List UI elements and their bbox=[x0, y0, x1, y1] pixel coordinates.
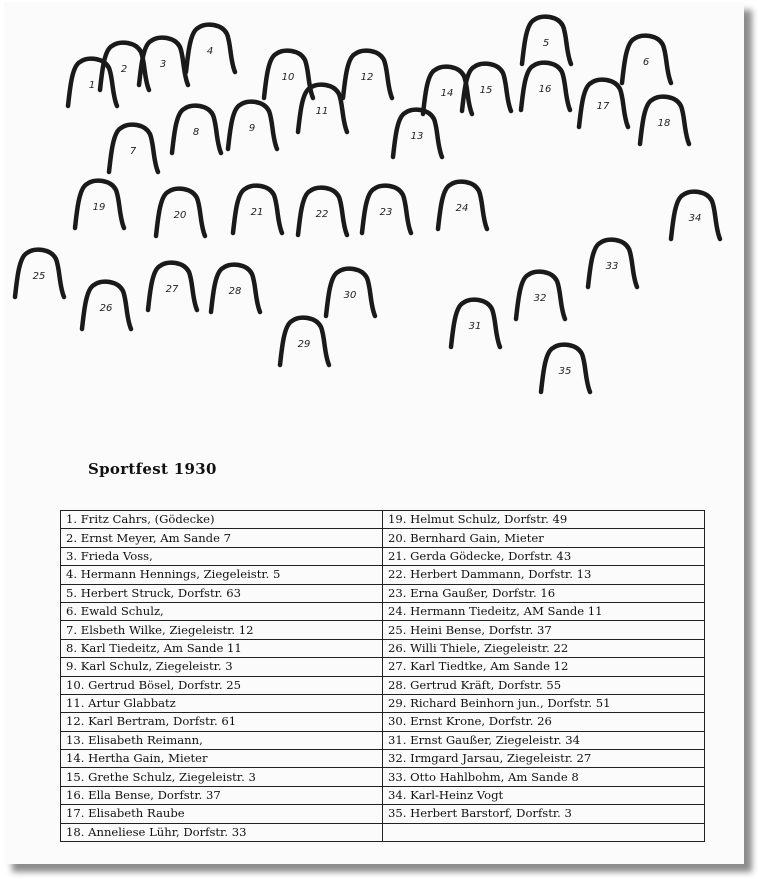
head-number-4: 4 bbox=[206, 46, 214, 57]
head-number-22: 22 bbox=[315, 209, 329, 220]
head-number-29: 29 bbox=[297, 339, 311, 350]
name-cell-right: 28. Gertrud Kräft, Dorfstr. 55 bbox=[383, 676, 705, 694]
name-cell-right: 31. Ernst Gaußer, Ziegeleistr. 34 bbox=[383, 731, 705, 749]
table-row bbox=[61, 584, 705, 602]
head-number-3: 3 bbox=[159, 59, 167, 70]
name-cell-left: 11. Artur Glabbatz bbox=[61, 694, 383, 712]
table-row bbox=[61, 658, 705, 676]
name-cell-right: 29. Richard Beinhorn jun., Dorfstr. 51 bbox=[383, 694, 705, 712]
head-number-10: 10 bbox=[281, 72, 295, 83]
names-table bbox=[60, 510, 705, 842]
head-number-19: 19 bbox=[92, 202, 106, 213]
name-cell-left: 2. Ernst Meyer, Am Sande 7 bbox=[61, 529, 383, 547]
name-cell-left: 3. Frieda Voss, bbox=[61, 547, 383, 565]
head-number-11: 11 bbox=[315, 106, 329, 117]
name-cell-left: 14. Hertha Gain, Mieter bbox=[61, 750, 383, 768]
head-number-23: 23 bbox=[379, 207, 393, 218]
name-cell-left: 12. Karl Bertram, Dorfstr. 61 bbox=[61, 713, 383, 731]
name-cell-left: 15. Grethe Schulz, Ziegeleistr. 3 bbox=[61, 768, 383, 786]
name-cell-left: 10. Gertrud Bösel, Dorfstr. 25 bbox=[61, 676, 383, 694]
table-row bbox=[61, 731, 705, 749]
head-number-30: 30 bbox=[343, 290, 357, 301]
head-number-14: 14 bbox=[440, 88, 454, 99]
head-number-35: 35 bbox=[558, 366, 572, 377]
name-cell-right: 35. Herbert Barstorf, Dorfstr. 3 bbox=[383, 805, 705, 823]
head-number-25: 25 bbox=[32, 271, 46, 282]
name-cell-left: 1. Fritz Cahrs, (Gödecke) bbox=[61, 511, 383, 529]
name-cell-right: 33. Otto Hahlbohm, Am Sande 8 bbox=[383, 768, 705, 786]
name-cell-right: 25. Heini Bense, Dorfstr. 37 bbox=[383, 621, 705, 639]
head-number-33: 33 bbox=[605, 261, 619, 272]
name-cell-left: 8. Karl Tiedeitz, Am Sande 11 bbox=[61, 639, 383, 657]
table-row bbox=[61, 529, 705, 547]
table-row bbox=[61, 786, 705, 804]
head-number-8: 8 bbox=[192, 127, 200, 138]
name-cell-right: 21. Gerda Gödecke, Dorfstr. 43 bbox=[383, 547, 705, 565]
name-cell-left: 17. Elisabeth Raube bbox=[61, 805, 383, 823]
head-number-18: 18 bbox=[657, 118, 671, 129]
head-number-20: 20 bbox=[173, 210, 187, 221]
table-row bbox=[61, 694, 705, 712]
table-row bbox=[61, 639, 705, 657]
table-row bbox=[61, 676, 705, 694]
name-cell-left: 9. Karl Schulz, Ziegeleistr. 3 bbox=[61, 658, 383, 676]
table-row bbox=[61, 805, 705, 823]
head-number-32: 32 bbox=[533, 293, 547, 304]
page-title: Sportfest 1930 bbox=[88, 460, 217, 478]
head-number-12: 12 bbox=[360, 72, 374, 83]
table-row bbox=[61, 768, 705, 786]
table-row bbox=[61, 823, 705, 841]
head-number-15: 15 bbox=[479, 85, 493, 96]
name-cell-left: 16. Ella Bense, Dorfstr. 37 bbox=[61, 786, 383, 804]
name-cell-right: 23. Erna Gaußer, Dorfstr. 16 bbox=[383, 584, 705, 602]
head-number-21: 21 bbox=[250, 207, 264, 218]
name-cell-left: 13. Elisabeth Reimann, bbox=[61, 731, 383, 749]
head-number-9: 9 bbox=[248, 123, 256, 134]
name-cell-right: 27. Karl Tiedtke, Am Sande 12 bbox=[383, 658, 705, 676]
head-number-26: 26 bbox=[99, 303, 113, 314]
head-number-1: 1 bbox=[88, 80, 96, 91]
table-row bbox=[61, 750, 705, 768]
name-cell-left: 4. Hermann Hennings, Ziegeleistr. 5 bbox=[61, 566, 383, 584]
head-number-31: 31 bbox=[468, 321, 482, 332]
head-number-34: 34 bbox=[688, 213, 702, 224]
name-cell-right: 20. Bernhard Gain, Mieter bbox=[383, 529, 705, 547]
table-row bbox=[61, 511, 705, 529]
head-number-24: 24 bbox=[455, 203, 469, 214]
name-cell-right bbox=[383, 823, 705, 841]
name-cell-left: 6. Ewald Schulz, bbox=[61, 602, 383, 620]
name-cell-right: 22. Herbert Dammann, Dorfstr. 13 bbox=[383, 566, 705, 584]
name-cell-right: 26. Willi Thiele, Ziegeleistr. 22 bbox=[383, 639, 705, 657]
name-cell-right: 24. Hermann Tiedeitz, AM Sande 11 bbox=[383, 602, 705, 620]
head-number-27: 27 bbox=[165, 284, 179, 295]
name-cell-right: 30. Ernst Krone, Dorfstr. 26 bbox=[383, 713, 705, 731]
name-cell-left: 18. Anneliese Lühr, Dorfstr. 33 bbox=[61, 823, 383, 841]
table-row bbox=[61, 566, 705, 584]
name-cell-right: 34. Karl-Heinz Vogt bbox=[383, 786, 705, 804]
head-number-5: 5 bbox=[542, 38, 550, 49]
table-row bbox=[61, 547, 705, 565]
head-number-28: 28 bbox=[228, 286, 242, 297]
head-number-13: 13 bbox=[410, 131, 424, 142]
name-cell-right: 19. Helmut Schulz, Dorfstr. 49 bbox=[383, 511, 705, 529]
table-row bbox=[61, 602, 705, 620]
table-row bbox=[61, 621, 705, 639]
head-number-17: 17 bbox=[596, 101, 610, 112]
head-number-2: 2 bbox=[120, 64, 128, 75]
head-number-6: 6 bbox=[642, 57, 650, 68]
head-number-7: 7 bbox=[129, 146, 137, 157]
table-row bbox=[61, 713, 705, 731]
head-number-16: 16 bbox=[538, 84, 552, 95]
name-cell-right: 32. Irmgard Jarsau, Ziegeleistr. 27 bbox=[383, 750, 705, 768]
name-cell-left: 5. Herbert Struck, Dorfstr. 63 bbox=[61, 584, 383, 602]
name-cell-left: 7. Elsbeth Wilke, Ziegeleistr. 12 bbox=[61, 621, 383, 639]
group-photo-outline-sketch bbox=[0, 0, 758, 430]
